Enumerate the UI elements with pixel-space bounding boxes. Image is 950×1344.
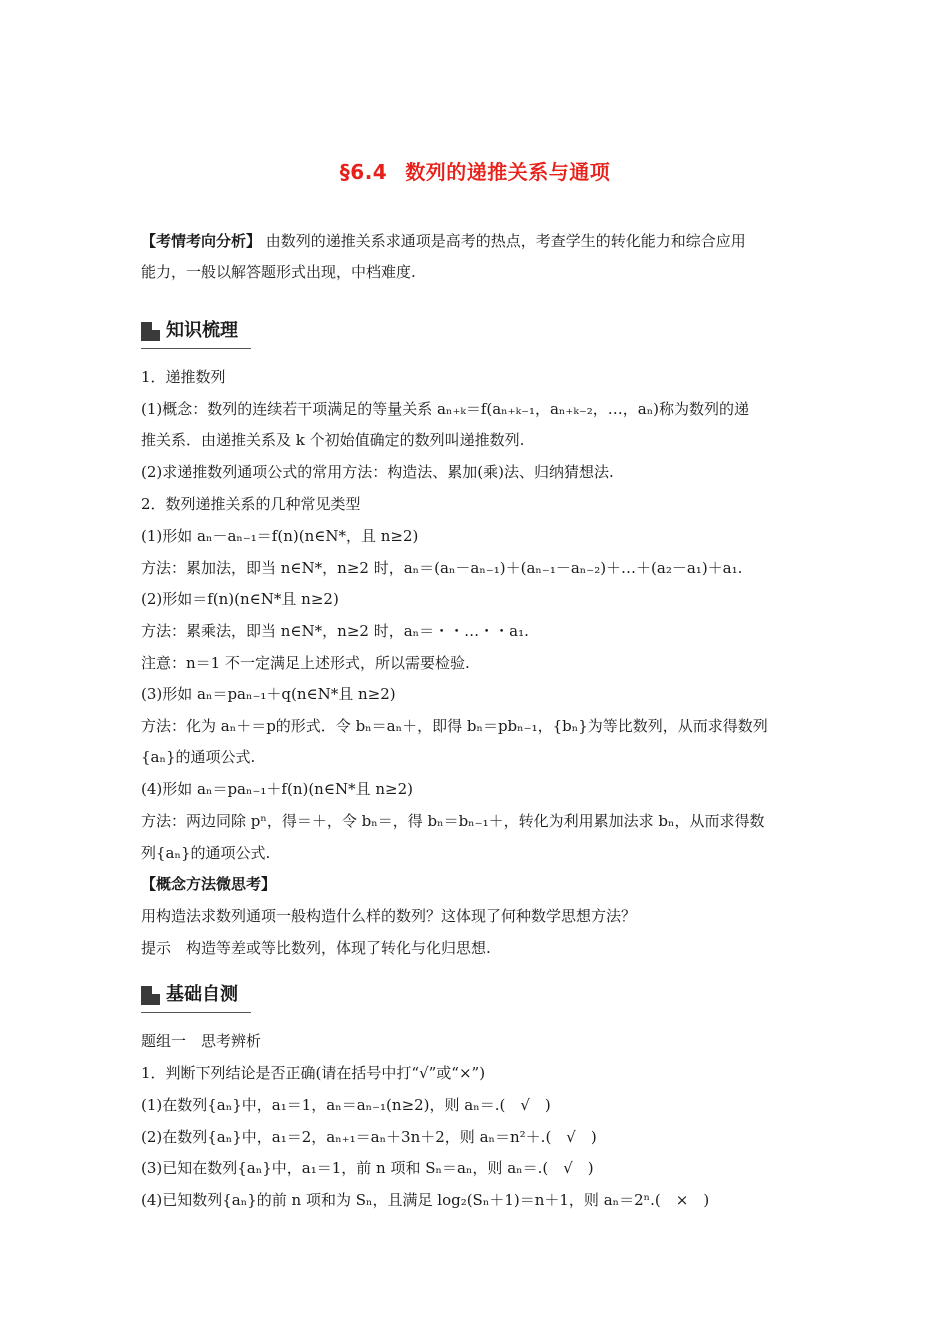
- text-line: (2)形如＝f(n)(n∈N*且 n≥2): [141, 590, 339, 608]
- text-line: (4)已知数列{aₙ}的前 n 项和为 Sₙ，且满足 log₂(Sₙ＋1)＝n＋1，则 aₙ＝2ⁿ.( × ): [141, 1191, 710, 1209]
- text-line: {aₙ}的通项公式.: [141, 748, 256, 766]
- concept-question: 用构造法求数列通项一般构造什么样的数列？这体现了何种数学思想方法？: [141, 907, 637, 925]
- section-underline: [141, 1012, 251, 1013]
- analysis-line-1: 由数列的递推关系求通项是高考的热点，考查学生的转化能力和综合应用: [265, 232, 746, 250]
- text-line: 2．数列递推关系的几种常见类型: [141, 495, 361, 513]
- text-line: 1．递推数列: [141, 368, 226, 386]
- text-line: (3)形如 aₙ＝paₙ₋₁＋q(n∈N*且 n≥2): [141, 685, 396, 703]
- text-line: (2)求递推数列通项公式的常用方法：构造法、累加(乘)法、归纳猜想法.: [141, 463, 614, 481]
- section-number: §6.4: [339, 160, 388, 184]
- section-label: 知识梳理: [166, 320, 238, 341]
- section-square-icon: [141, 322, 160, 341]
- text-line: 注意：n＝1 不一定满足上述形式，所以需要检验.: [141, 654, 470, 672]
- section-label: 基础自测: [166, 984, 238, 1005]
- text-line: 方法：累加法，即当 n∈N*，n≥2 时，aₙ＝(aₙ－aₙ₋₁)＋(aₙ₋₁－aₙ₋₂)＋…＋(a₂－a₁)＋a₁.: [141, 559, 743, 577]
- section-title: 数列的递推关系与通项: [405, 160, 611, 184]
- text-line: (2)在数列{aₙ}中，a₁＝2，aₙ₊₁＝aₙ＋3n＋2，则 aₙ＝n²＋.( √ ): [141, 1128, 597, 1146]
- section-underline: [141, 348, 251, 349]
- exam-analysis: [141, 226, 813, 288]
- text-line: (4)形如 aₙ＝paₙ₋₁＋f(n)(n∈N*且 n≥2): [141, 780, 413, 798]
- text-line: (3)已知在数列{aₙ}中，a₁＝1，前 n 项和 Sₙ＝aₙ，则 aₙ＝.( √ ): [141, 1159, 594, 1177]
- text-line: 方法：累乘法，即当 n∈N*，n≥2 时，aₙ＝・・…・・a₁.: [141, 622, 529, 640]
- text-line: (1)概念：数列的连续若干项满足的等量关系 aₙ₊ₖ＝f(aₙ₊ₖ₋₁，aₙ₊ₖ₋₂，…，aₙ)称为数列的递: [141, 400, 750, 418]
- text-line: (1)形如 aₙ－aₙ₋₁＝f(n)(n∈N*，且 n≥2): [141, 527, 419, 545]
- page-title: [0, 156, 950, 185]
- concept-answer: 提示 构造等差或等比数列，体现了转化与化归思想.: [141, 939, 491, 957]
- analysis-tag: 【考情考向分析】: [141, 232, 262, 250]
- analysis-line-2: 能力，一般以解答题形式出现，中档难度.: [141, 263, 416, 281]
- text-line: 题组一 思考辨析: [141, 1032, 262, 1050]
- text-line: 1．判断下列结论是否正确(请在括号中打“√”或“×”): [141, 1064, 486, 1082]
- concept-tag: 【概念方法微思考】: [141, 875, 277, 893]
- text-line: 推关系．由递推关系及 k 个初始值确定的数列叫递推数列.: [141, 431, 525, 449]
- text-line: 列{aₙ}的通项公式.: [141, 844, 271, 862]
- text-line: 方法：两边同除 pⁿ，得＝＋，令 bₙ＝，得 bₙ＝bₙ₋₁＋，转化为利用累加法求 bₙ，从而求得数: [141, 812, 765, 830]
- section-square-icon: [141, 986, 160, 1005]
- text-line: (1)在数列{aₙ}中，a₁＝1，aₙ＝aₙ₋₁(n≥2)，则 aₙ＝.( √ ): [141, 1096, 551, 1114]
- text-line: 方法：化为 aₙ＋＝p的形式．令 bₙ＝aₙ＋，即得 bₙ＝pbₙ₋₁，{bₙ}为等比数列，从而求得数列: [141, 717, 768, 735]
